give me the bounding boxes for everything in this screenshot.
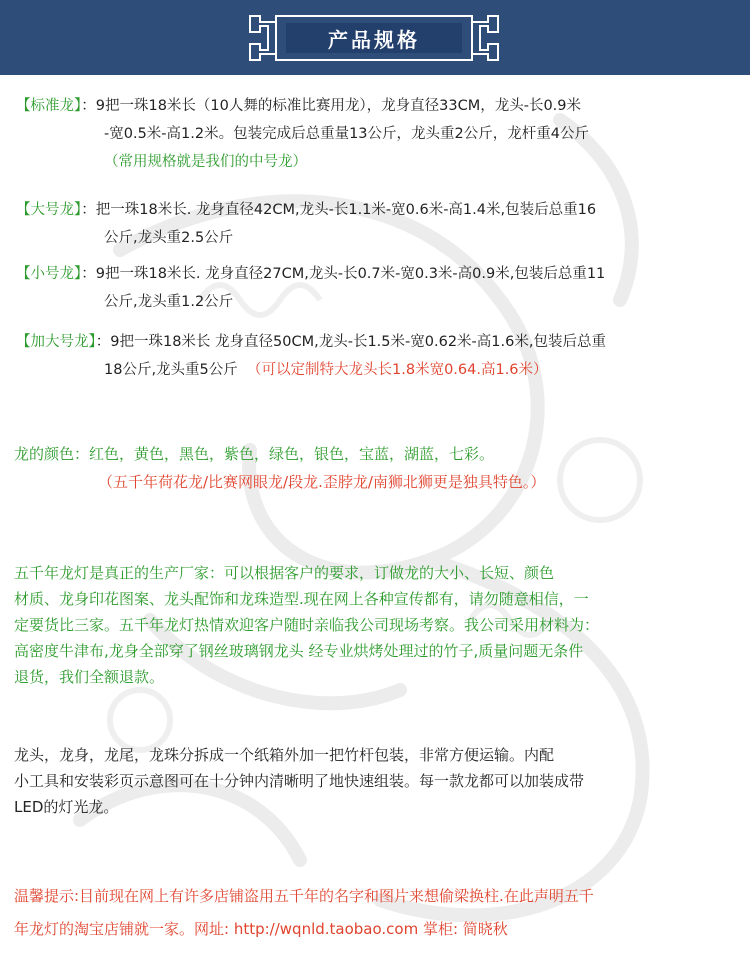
spec-note: （可以定制特大龙头长1.8米宽0.64.高1.6米） bbox=[247, 362, 548, 378]
spec-large: 【大号龙】：把一珠18米长. 龙身直径42CM,龙头-长1.1米-宽0.6米-高1.4米,包装后总重16 公斤,龙头重2.5公斤 bbox=[16, 196, 746, 252]
spec-line: 把一珠18米长. 龙身直径42CM,龙头-长1.1米-宽0.6米-高1.4米,包装后总重16 bbox=[95, 202, 597, 218]
spec-extra-large: 【加大号龙】：9把一珠18米长 龙身直径50CM,龙头-长1.5米-宽0.62米-高1.6米,包装后总重 18公斤,龙头重5公斤 （可以定制特大龙头长1.8米宽0.64.高1.6米） bbox=[16, 334, 606, 378]
colors-sub: （五千年荷花龙/比赛网眼龙/段龙.歪脖龙/南狮北狮更是独具特色。） bbox=[98, 473, 546, 491]
spec-line: 9把一珠18米长 龙身直径50CM,龙头-长1.5米-宽0.62米-高1.6米,包装后总重 bbox=[110, 334, 606, 350]
paragraph-line: 五千年龙灯是真正的生产厂家：可以根据客户的要求，订做龙的大小、长短、颜色 bbox=[14, 564, 555, 582]
header-band bbox=[0, 0, 750, 75]
paragraph-line: 定要货比三家。五千年龙灯热情欢迎客户随时亲临我公司现场考察。我公司采用材料为： bbox=[14, 616, 600, 634]
spec-line: 公斤,龙头重1.2公斤 bbox=[104, 294, 234, 310]
factory-paragraph bbox=[14, 560, 599, 690]
spec-line: 9把一珠18米长. 龙身直径27CM,龙头-长0.7米-宽0.3米-高0.9米,包装后总重11 bbox=[95, 266, 606, 282]
paragraph-line: 材质、龙身印花图案、龙头配饰和龙珠造型.现在网上各种宣传都有，请勿随意相信，一 bbox=[14, 590, 589, 608]
paragraph-line: 龙头，龙身，龙尾，龙珠分拆成一个纸箱外加一把竹杆包装，非常方便运输。内配 bbox=[14, 746, 555, 764]
paragraph-line: 小工具和安装彩页示意图可在十分钟内清晰明了地快速组装。每一款龙都可以加装成带 bbox=[14, 772, 585, 790]
spec-line: 18公斤,龙头重5公斤 bbox=[104, 362, 238, 378]
title-box bbox=[246, 12, 502, 64]
spec-tag: 【加大号龙】 bbox=[16, 334, 96, 350]
notice-line: 温馨提示:目前现在网上有许多店铺盗用五千年的名字和图片来想偷梁换柱.在此声明五千 bbox=[14, 887, 594, 905]
spec-line: 9把一珠18米长（10人舞的标准比赛用龙），龙身直径33CM，龙头-长0.9米 bbox=[95, 98, 582, 114]
paragraph-line: 退货，我们全额退款。 bbox=[14, 668, 165, 686]
colors-line: 龙的颜色：红色，黄色，黑色，紫色，绿色，银色，宝蓝，湖蓝，七彩。 bbox=[14, 445, 495, 463]
page-title: 产品规格 bbox=[286, 23, 462, 53]
dragon-colors bbox=[14, 440, 744, 496]
spec-standard: 【标准龙】：9把一珠18米长（10人舞的标准比赛用龙），龙身直径33CM，龙头-长0.9米 -宽0.5米-高1.2米。包装完成后总重量13公斤，龙头重2公斤，龙杆重4公斤 （常用规格就是我们的中号龙） bbox=[16, 92, 746, 176]
notice-block bbox=[14, 880, 594, 946]
packing-paragraph bbox=[14, 742, 584, 820]
paragraph-line: LED的灯光龙。 bbox=[14, 798, 119, 816]
spec-line: 公斤,龙头重2.5公斤 bbox=[104, 230, 234, 246]
spec-tag: 【标准龙】 bbox=[16, 98, 82, 114]
spec-tag: 【小号龙】 bbox=[16, 266, 82, 282]
spec-line: -宽0.5米-高1.2米。包装完成后总重量13公斤，龙头重2公斤，龙杆重4公斤 bbox=[104, 126, 589, 142]
paragraph-line: 高密度牛津布,龙身全部穿了钢丝玻璃钢龙头 经专业烘烤处理过的竹子,质量问题无条件 bbox=[14, 642, 584, 660]
spec-note: （常用规格就是我们的中号龙） bbox=[104, 154, 307, 170]
spec-small: 【小号龙】：9把一珠18米长. 龙身直径27CM,龙头-长0.7米-宽0.3米-高0.9米,包装后总重11 公斤,龙头重1.2公斤 bbox=[16, 260, 746, 316]
spec-tag: 【大号龙】 bbox=[16, 202, 82, 218]
notice-line: 年龙灯的淘宝店铺就一家。网址: http://wqnld.taobao.com 掌柜: 简晓秋 bbox=[14, 920, 508, 938]
